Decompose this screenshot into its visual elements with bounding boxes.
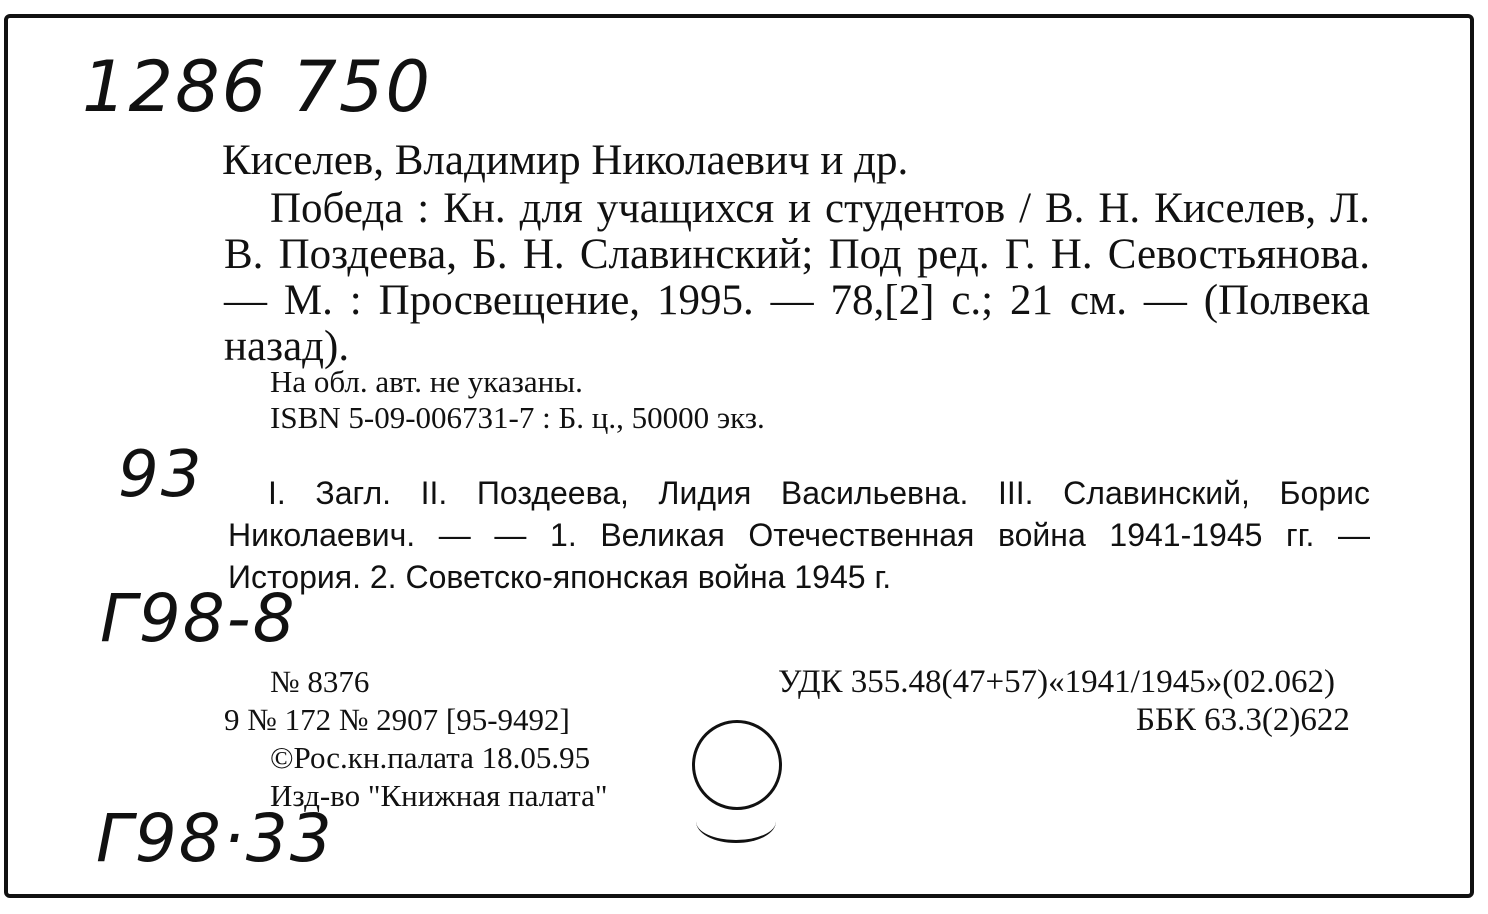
- handwritten-call-number: 1286 750: [82, 46, 433, 128]
- record-number: № 8376: [270, 664, 370, 699]
- stamp-arc: [696, 800, 776, 843]
- cover-note: На обл. авт. не указаны.: [270, 364, 583, 399]
- handwritten-shelf-mark-2: Г98·33: [96, 800, 334, 877]
- handwritten-shelf-mark-1: Г98-8: [100, 580, 297, 657]
- udk-index: УДК 355.48(47+57)«1941/1945»(02.062): [778, 664, 1336, 700]
- author-heading: Киселев, Владимир Николаевич и др.: [222, 137, 909, 184]
- bibliographic-description: Победа : Кн. для учащихся и студентов / В. Н. Киселев, Л. В. Поздеева, Б. Н. Славинский; Под ред. Г. Н. Севостьянова. — М. : Просвещение, 1995. — 78,[2] с.; 21 см. — (Полвека назад).: [224, 185, 1370, 370]
- handwritten-class-mark: 93: [118, 438, 204, 512]
- isbn-line: ISBN 5-09-006731-7 : Б. ц., 50000 экз.: [270, 400, 765, 435]
- stamp-circle: [692, 720, 782, 810]
- print-number: 9 № 172 № 2907 [95-9492]: [224, 702, 570, 737]
- publisher-line: Изд-во "Книжная палата": [270, 778, 608, 813]
- copyright-line: ©Рос.кн.палата 18.05.95: [270, 740, 591, 775]
- bbk-index: ББК 63.3(2)622: [1136, 702, 1350, 738]
- tracings: I. Загл. II. Поздеева, Лидия Васильевна. III. Славинский, Борис Николаевич. — — 1. Великая Отечественная война 1941-1945 гг. — История. 2. Советско-японская война 1945 г.: [228, 475, 1370, 595]
